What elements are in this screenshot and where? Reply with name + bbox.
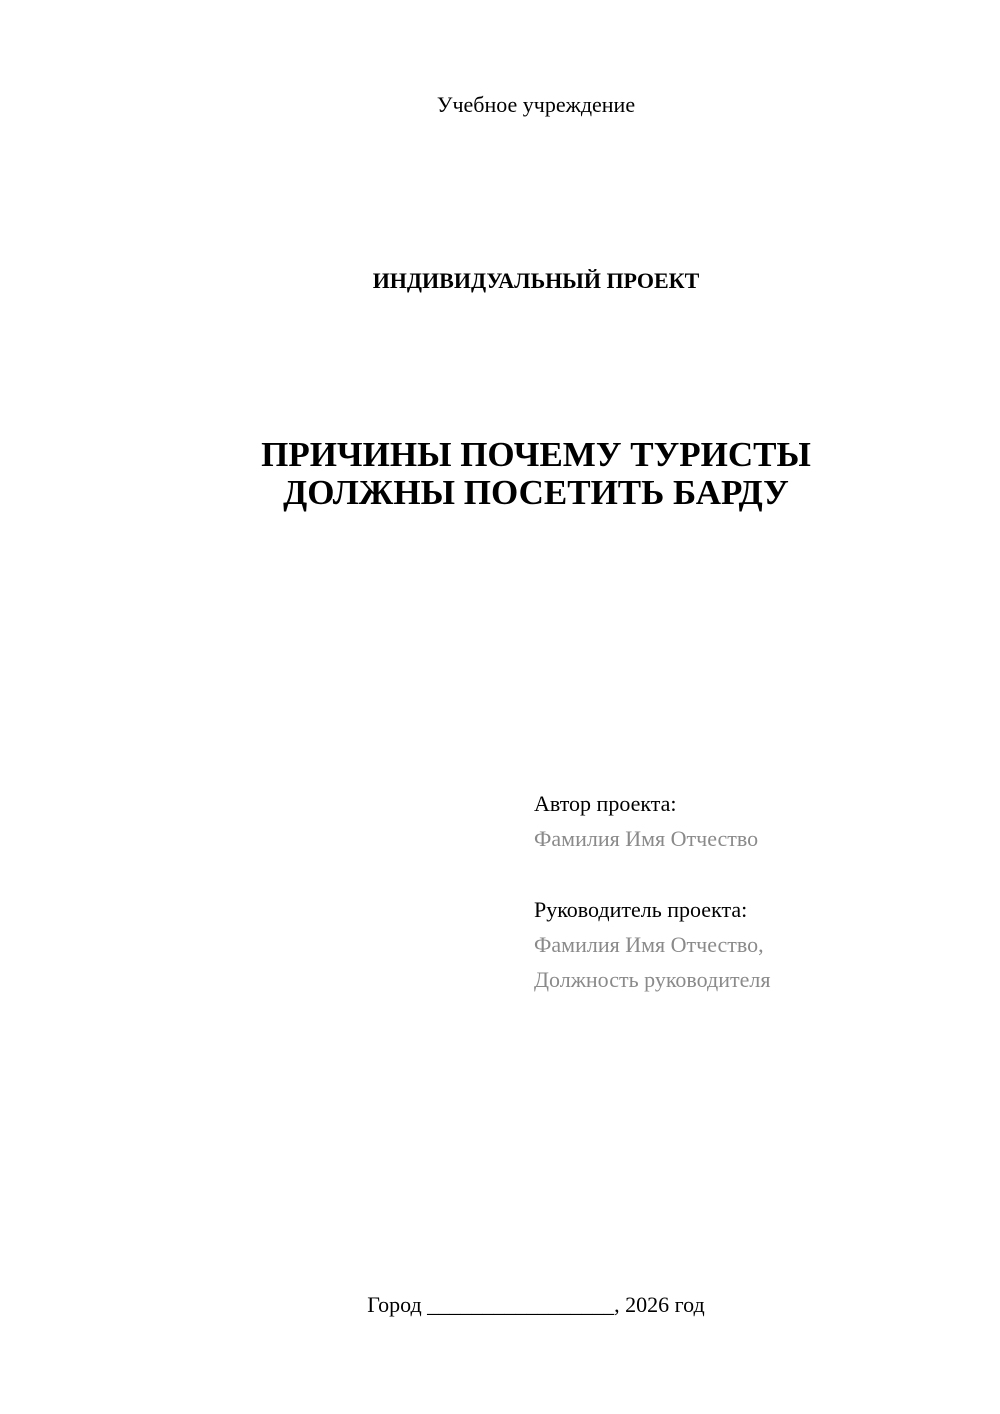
institution-name: Учебное учреждение: [436, 92, 636, 117]
supervisor-position: Должность руководителя: [534, 967, 771, 992]
credits-block: [534, 786, 974, 997]
credits-spacer: [534, 856, 974, 892]
supervisor-label: Руководитель проекта:: [534, 897, 748, 922]
year-text: , 2026 год: [614, 1292, 705, 1317]
project-type-heading: ИНДИВИДУАЛЬНЫЙ ПРОЕКТ: [372, 268, 700, 293]
city-label: Город: [367, 1292, 422, 1317]
project-title: [0, 436, 1000, 512]
city-blank: _________________: [427, 1292, 615, 1317]
supervisor-name: Фамилия Имя Отчество,: [534, 932, 764, 957]
project-title-line-1: ПРИЧИНЫ ПОЧЕМУ ТУРИСТЫ: [261, 435, 811, 474]
project-title-line-2: ДОЛЖНЫ ПОСЕТИТЬ БАРДУ: [283, 473, 789, 512]
author-label: Автор проекта:: [534, 791, 677, 816]
author-name: Фамилия Имя Отчество: [534, 826, 759, 851]
city-year-line: [0, 1290, 1000, 1320]
